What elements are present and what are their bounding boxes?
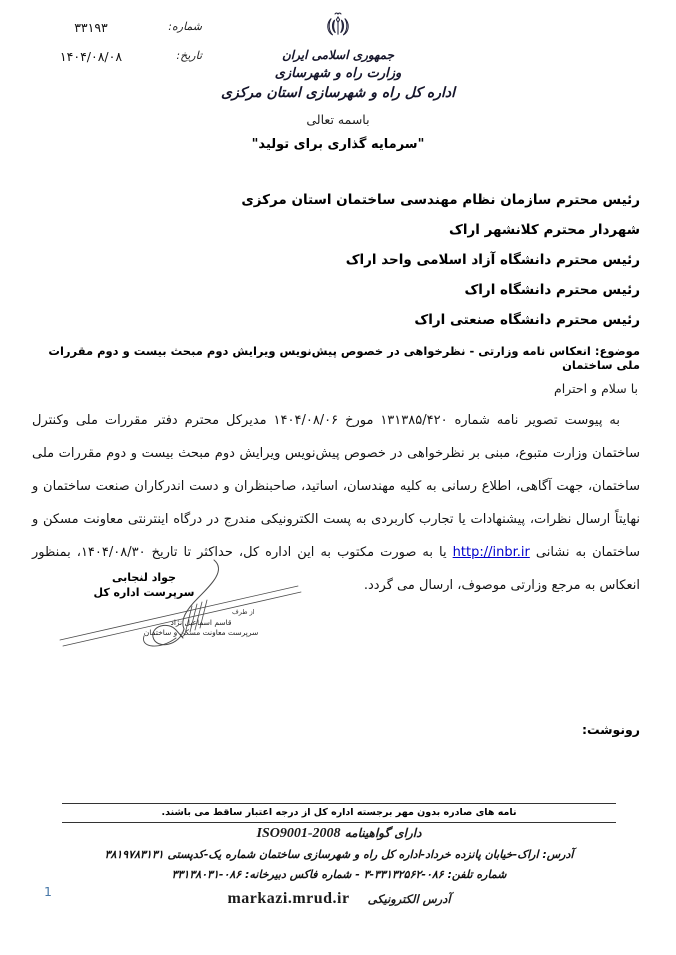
letterhead-office: اداره کل راه و شهرسازی استان مرکزی xyxy=(221,85,455,101)
salutation: با سلام و احترام xyxy=(554,381,638,396)
deputy-title: سرپرست معاونت مسکن و ساختمان xyxy=(143,628,259,637)
deputy-name-title xyxy=(138,618,264,638)
cc-label: رونوشت: xyxy=(581,722,640,737)
footer-email-row xyxy=(62,890,616,908)
letterhead xyxy=(0,10,676,152)
footer xyxy=(62,803,616,908)
letterhead-country: جمهوری اسلامی ایران xyxy=(281,48,395,62)
letterhead-ministry: وزارت راه و شهرسازی xyxy=(274,66,402,81)
ref-number-label: شماره: xyxy=(168,20,202,33)
footer-address: آدرس: اراک-خیابان پانزده خرداد-اداره کل راه و شهرسازی ساختمان شماره یک-کدپستی ۳۸۱۹۷۸۳۱۳۱ xyxy=(104,848,574,861)
letterhead-slogan: "سرمایه گذاری برای تولید" xyxy=(251,137,425,152)
recipient-line: رئیس محترم سازمان نظام مهندسی ساختمان استان مرکزی xyxy=(241,192,640,208)
footer-validity-note: نامه های صادره بدون مهر برجسته اداره کل از درجه اعتبار ساقط می باشند. xyxy=(62,803,616,823)
ref-number-value: ۳۳۱۹۳ xyxy=(74,20,108,35)
iran-emblem-icon xyxy=(323,10,353,46)
letterhead-invocation: باسمه تعالی xyxy=(306,112,370,127)
subject-line: موضوع: انعکاس نامه وزارتی - نظرخواهی در خصوص پیش‌نویس ویرایش دوم مبحث بیست و دوم مقررات ملی ساختمان xyxy=(48,344,640,372)
recipient-line: رئیس محترم دانشگاه آزاد اسلامی واحد اراک xyxy=(345,252,640,268)
signer-name: جواد لنجابی xyxy=(111,571,176,584)
ref-date-label: تاریخ: xyxy=(176,49,202,62)
recipient-line: رئیس محترم دانشگاه صنعتی اراک xyxy=(414,312,640,328)
signer-name-title xyxy=(88,570,200,600)
email-label: آدرس الکترونیکی xyxy=(367,892,451,906)
footer-iso-line xyxy=(62,826,616,842)
recipient-list xyxy=(30,185,640,335)
iso-label: دارای گواهینامه xyxy=(344,826,422,840)
signer-title: سرپرست اداره کل xyxy=(93,586,195,599)
body-text-after-link: یا به صورت مکتوب به این اداره کل، حداکثر تا تاریخ ۱۴۰۴/۰۸/۳۰، بمنظور انعکاس به مرجع وزارتی موصوف، ارسال می گردد. xyxy=(32,545,640,593)
signature-block xyxy=(56,558,306,668)
website-address: markazi.mrud.ir xyxy=(227,890,350,907)
footer-phone: شماره تلفن: ۰۸۶-۳۳۱۳۲۵۶۲-۳ - شماره فاکس دبیرخانه: ۰۸۶-۳۳۱۳۸۰۳۱ xyxy=(171,868,507,881)
ref-date-value: ۱۴۰۴/۰۸/۰۸ xyxy=(59,49,123,64)
inbr-link[interactable]: http://inbr.ir xyxy=(452,545,530,560)
body-text-before-link: به پیوست تصویر نامه شماره ۱۳۱۳۸۵/۴۲۰ مورخ ۱۴۰۴/۰۸/۰۶ مدیرکل محترم دفتر مقررات ملی وکنترل ساختمان وزارت متبوع، مبنی بر نظرخواهی در خصوص پیش‌نویس ویرایش دوم مبحث بیست و دوم مقررات ملی ساختمان، جهت آگاهی، اطلاع رسانی به کلیه مهندسان، اساتید، صاحبنظران و دست اندرکاران صنعت ساختمان و نهایتاً ارسال نظرات، پیشنهادات یا تجارب کاربردی به پست الکترونیکی مندرج در درگاه اینترنتی معاونت مسکن و ساختمان به نشانی xyxy=(32,413,640,560)
iso-certificate-value: ISO9001-2008 xyxy=(256,826,341,841)
deputy-name: قاسم اسماعیل نژاد xyxy=(170,618,232,627)
on-behalf-label: از طرف xyxy=(232,608,255,616)
recipient-line: شهردار محترم کلانشهر اراک xyxy=(449,222,640,238)
recipient-line: رئیس محترم دانشگاه اراک xyxy=(464,282,640,298)
page-number: 1 xyxy=(44,884,52,899)
